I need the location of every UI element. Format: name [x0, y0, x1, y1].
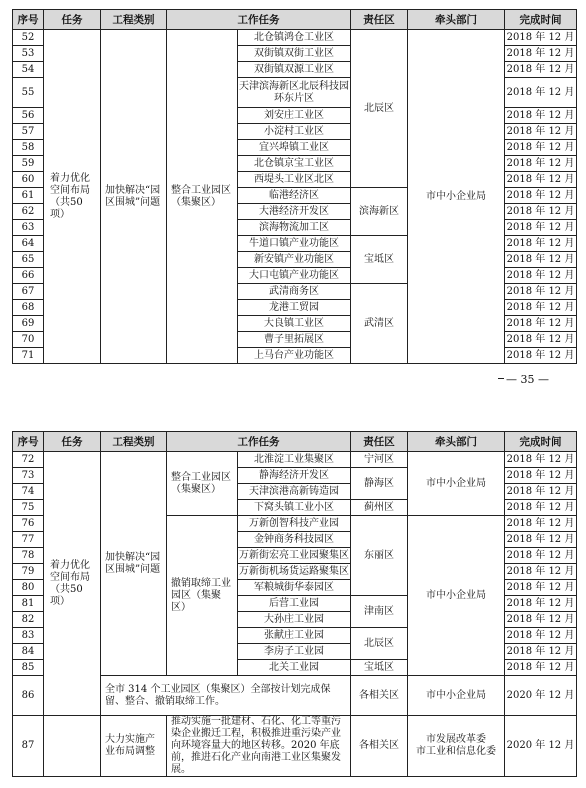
work-item: 下窝头镇工业小区 — [238, 500, 351, 516]
zone-cell: 宁河区 — [351, 452, 408, 468]
header-date: 完成时间 — [505, 432, 577, 452]
task-table-page1 — [12, 9, 577, 364]
work-item: 金钟商务科技园区 — [238, 532, 351, 548]
row-no: 86 — [13, 676, 44, 716]
subcategory-cell: 撤销取缔工业园区（集聚区） — [167, 516, 238, 676]
work-item: 小淀村工业区 — [238, 124, 351, 140]
dept-cell: 市中小企业局 — [408, 516, 505, 676]
date-cell: 2018 年 12 月 — [505, 124, 577, 140]
date-cell: 2018 年 12 月 — [505, 468, 577, 484]
date-cell: 2018 年 12 月 — [505, 484, 577, 500]
row-no: 73 — [13, 468, 44, 484]
date-cell: 2018 年 12 月 — [505, 172, 577, 188]
date-cell: 2018 年 12 月 — [505, 108, 577, 124]
date-cell: 2018 年 12 月 — [505, 452, 577, 468]
date-cell: 2018 年 12 月 — [505, 268, 577, 284]
row-no: 66 — [13, 268, 44, 284]
work-item: 新安镇产业功能区 — [238, 252, 351, 268]
zone-cell: 北辰区 — [351, 30, 408, 188]
work-item: 大口屯镇产业功能区 — [238, 268, 351, 284]
date-cell: 2020 年 12 月 — [505, 676, 577, 716]
row-no: 74 — [13, 484, 44, 500]
work-item: 上马台产业功能区 — [238, 348, 351, 364]
work-item: 推动实施一批建材、石化、化工等重污染企业搬迁工程，积极推进重污染产业向环境容量大的地区转移。2020 年底前，推进石化产业向南港工业区集聚发展。 — [167, 716, 351, 777]
work-item: 临港经济区 — [238, 188, 351, 204]
work-item: 武清商务区 — [238, 284, 351, 300]
table-row — [13, 452, 577, 468]
zone-cell: 蓟州区 — [351, 500, 408, 516]
date-cell: 2018 年 12 月 — [505, 532, 577, 548]
work-item: 双街镇双街工业区 — [238, 46, 351, 62]
work-item: 万新街机场货运路聚集区 — [238, 564, 351, 580]
date-cell: 2018 年 12 月 — [505, 78, 577, 108]
work-item: 李房子工业园 — [238, 644, 351, 660]
zone-cell: 各相关区 — [351, 676, 408, 716]
row-no: 63 — [13, 220, 44, 236]
date-cell: 2018 年 12 月 — [505, 284, 577, 300]
category-cell: 加快解决“园区围城”问题 — [101, 30, 167, 364]
zone-cell: 滨海新区 — [351, 188, 408, 236]
task-cell — [44, 716, 101, 777]
table-row — [13, 30, 577, 46]
row-no: 57 — [13, 124, 44, 140]
header-work-task: 工作任务 — [167, 10, 351, 30]
date-cell: 2018 年 12 月 — [505, 548, 577, 564]
row-no: 58 — [13, 140, 44, 156]
row-no: 72 — [13, 452, 44, 468]
header-dept: 牵头部门 — [408, 10, 505, 30]
row-no: 85 — [13, 660, 44, 676]
date-cell: 2018 年 12 月 — [505, 252, 577, 268]
task-cell: 着力优化空间布局（共50项） — [44, 30, 101, 364]
date-cell: 2018 年 12 月 — [505, 500, 577, 516]
dept-cell: 市中小企业局 — [408, 452, 505, 516]
header-date: 完成时间 — [505, 10, 577, 30]
date-cell: 2018 年 12 月 — [505, 140, 577, 156]
date-cell: 2018 年 12 月 — [505, 660, 577, 676]
date-cell: 2018 年 12 月 — [505, 220, 577, 236]
date-cell: 2018 年 12 月 — [505, 332, 577, 348]
work-item: 宜兴埠镇工业区 — [238, 140, 351, 156]
row-no: 68 — [13, 300, 44, 316]
date-cell: 2018 年 12 月 — [505, 62, 577, 78]
zone-cell: 东丽区 — [351, 516, 408, 596]
date-cell: 2018 年 12 月 — [505, 300, 577, 316]
work-item: 曹子里拓展区 — [238, 332, 351, 348]
work-item: 大孙庄工业园 — [238, 612, 351, 628]
row-no: 67 — [13, 284, 44, 300]
date-cell: 2018 年 12 月 — [505, 46, 577, 62]
date-cell: 2018 年 12 月 — [505, 316, 577, 332]
page-number: — 35 — — [506, 373, 549, 386]
work-item: 滨海物流加工区 — [238, 220, 351, 236]
work-item: 北关工业园 — [238, 660, 351, 676]
work-item: 北仓镇鸿仓工业区 — [238, 30, 351, 46]
row-no: 80 — [13, 580, 44, 596]
header-no: 序号 — [13, 432, 44, 452]
header-no: 序号 — [13, 10, 44, 30]
category-cell: 加快解决“园区围城”问题 — [101, 452, 167, 676]
task-table-page2 — [12, 431, 577, 777]
row-no: 87 — [13, 716, 44, 777]
work-item: 天津滨海新区北辰科技园环东片区 — [238, 78, 351, 108]
row-no: 59 — [13, 156, 44, 172]
date-cell: 2018 年 12 月 — [505, 188, 577, 204]
row-no: 79 — [13, 564, 44, 580]
dept-cell: 市发展改革委 市工业和信息化委 — [408, 716, 505, 777]
date-cell: 2018 年 12 月 — [505, 204, 577, 220]
row-no: 82 — [13, 612, 44, 628]
row-no: 69 — [13, 316, 44, 332]
work-item: 后营工业园 — [238, 596, 351, 612]
dept-cell: 市中小企业局 — [408, 676, 505, 716]
work-item: 双街镇双源工业区 — [238, 62, 351, 78]
work-item: 大良镇工业区 — [238, 316, 351, 332]
work-item: 万新创智科技产业园 — [238, 516, 351, 532]
work-item: 大港经济开发区 — [238, 204, 351, 220]
zone-cell: 宝坻区 — [351, 660, 408, 676]
row-no: 84 — [13, 644, 44, 660]
row-no: 54 — [13, 62, 44, 78]
date-cell: 2018 年 12 月 — [505, 156, 577, 172]
header-zone: 责任区 — [351, 432, 408, 452]
table-row — [13, 716, 577, 777]
work-item: 全市 314 个工业园区（集聚区）全部按计划完成保留、整合、撤销取缔工作。 — [101, 676, 351, 716]
date-cell: 2018 年 12 月 — [505, 628, 577, 644]
date-cell: 2018 年 12 月 — [505, 236, 577, 252]
row-no: 70 — [13, 332, 44, 348]
date-cell: 2018 年 12 月 — [505, 596, 577, 612]
zone-cell: 北辰区 — [351, 628, 408, 660]
date-cell: 2018 年 12 月 — [505, 564, 577, 580]
date-cell: 2018 年 12 月 — [505, 516, 577, 532]
work-item: 刘安庄工业区 — [238, 108, 351, 124]
header-zone: 责任区 — [351, 10, 408, 30]
header-task: 任务 — [44, 432, 101, 452]
zone-cell: 静海区 — [351, 468, 408, 500]
work-item: 张献庄工业园 — [238, 628, 351, 644]
row-no: 52 — [13, 30, 44, 46]
date-cell: 2018 年 12 月 — [505, 644, 577, 660]
task-cell: 着力优化空间布局（共50项） — [44, 452, 101, 716]
zone-cell: 武清区 — [351, 284, 408, 364]
date-cell: 2018 年 12 月 — [505, 30, 577, 46]
row-no: 55 — [13, 78, 44, 108]
subcategory-cell: 整合工业园区（集聚区） — [167, 452, 238, 516]
row-no: 76 — [13, 516, 44, 532]
row-no: 64 — [13, 236, 44, 252]
work-item: 西堤头工业区北区 — [238, 172, 351, 188]
work-item: 天津滨港高新铸造园 — [238, 484, 351, 500]
subcategory-cell: 整合工业园区（集聚区） — [167, 30, 238, 364]
date-cell: 2018 年 12 月 — [505, 612, 577, 628]
row-no: 65 — [13, 252, 44, 268]
work-item: 牛道口镇产业功能区 — [238, 236, 351, 252]
dept-cell: 市中小企业局 — [408, 30, 505, 364]
work-item: 北淮淀工业集聚区 — [238, 452, 351, 468]
row-no: 60 — [13, 172, 44, 188]
row-no: 62 — [13, 204, 44, 220]
date-cell: 2020 年 12 月 — [505, 716, 577, 777]
header-dept: 牵头部门 — [408, 432, 505, 452]
row-no: 53 — [13, 46, 44, 62]
header-task: 任务 — [44, 10, 101, 30]
date-cell: 2018 年 12 月 — [505, 580, 577, 596]
zone-cell: 宝坻区 — [351, 236, 408, 284]
row-no: 77 — [13, 532, 44, 548]
row-no: 78 — [13, 548, 44, 564]
work-item: 静海经济开发区 — [238, 468, 351, 484]
row-no: 81 — [13, 596, 44, 612]
zone-cell: 各相关区 — [351, 716, 408, 777]
zone-cell: 津南区 — [351, 596, 408, 628]
work-item: 北仓镇京宝工业区 — [238, 156, 351, 172]
header-work-task: 工作任务 — [167, 432, 351, 452]
row-no: 56 — [13, 108, 44, 124]
date-cell: 2018 年 12 月 — [505, 348, 577, 364]
row-no: 75 — [13, 500, 44, 516]
row-no: 61 — [13, 188, 44, 204]
row-no: 71 — [13, 348, 44, 364]
category-cell: 大力实施产业布局调整 — [101, 716, 167, 777]
work-item: 万新街宏亮工业园聚集区 — [238, 548, 351, 564]
work-item: 龙港工贸园 — [238, 300, 351, 316]
row-no: 83 — [13, 628, 44, 644]
header-category: 工程类别 — [101, 432, 167, 452]
work-item: 军粮城街华泰园区 — [238, 580, 351, 596]
header-category: 工程类别 — [101, 10, 167, 30]
